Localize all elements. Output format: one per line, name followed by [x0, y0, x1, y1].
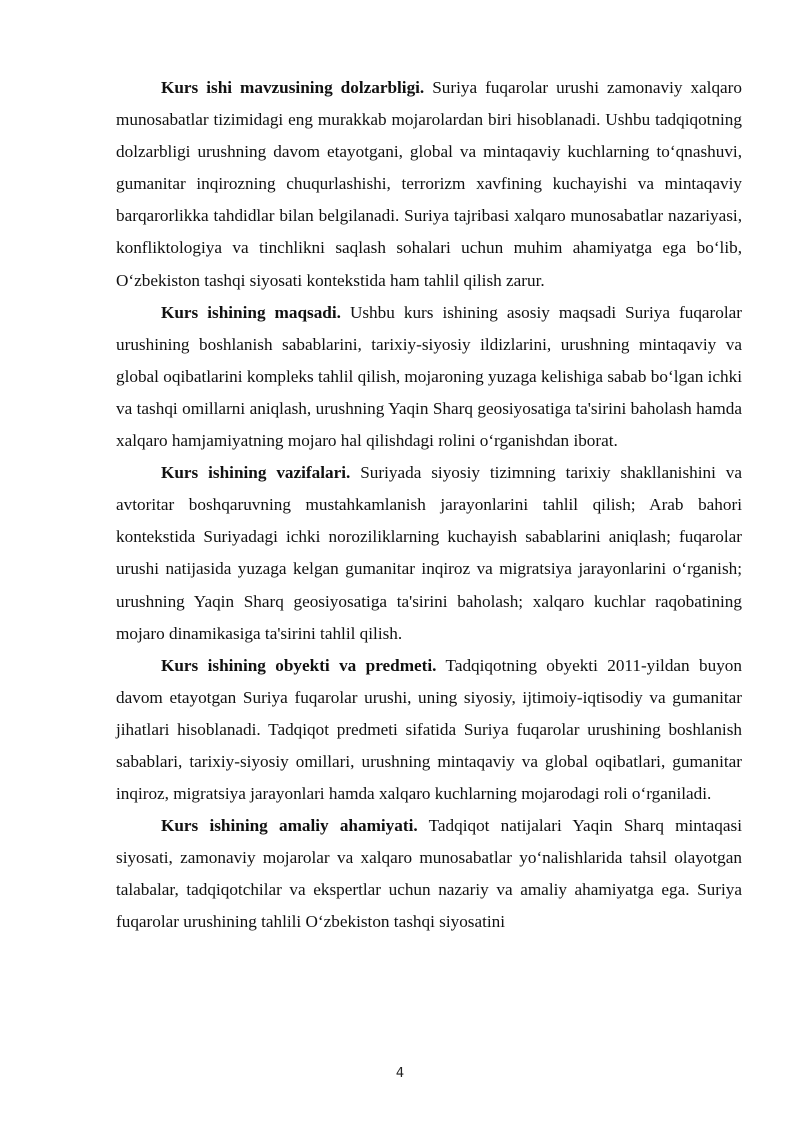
paragraph-heading: Kurs ishi mavzusining dolzarbligi. [161, 78, 425, 97]
paragraph-body: Suriyada siyosiy tizimning tarixiy shakllanishini va avtoritar boshqaruvning mustahkamlanish jarayonlarini tahlil qilish; Arab bahori kontekstida Suriyadagi ichki noroziliklarning kuchayish sabablarini aniqlash; fuqarolar urushi natijasida yuzaga kelgan gumanitar inqiroz va migratsiya jarayonlarini o‘rganish; urushning Yaqin Sharq geosiyosatiga ta'sirini baholash; xalqaro kuchlar raqobatining mojaro dinamikasiga ta'sirini tahlil qilish. [116, 463, 742, 643]
paragraph-object-subject [116, 650, 742, 810]
paragraph-body: Tadqiqot natijalari Yaqin Sharq mintaqasi siyosati, zamonaviy mojarolar va xalqaro munosabatlar yo‘nalishlarida tahsil olayotgan talabalar, tadqiqotchilar va ekspertlar uchun nazariy va amaliy ahamiyatga ega. Suriya fuqarolar urushining tahlili O‘zbekiston tashqi siyosatini [116, 816, 742, 932]
body-text [116, 72, 742, 939]
paragraph-practical-significance [116, 810, 742, 938]
paragraph-heading: Kurs ishining vazifalari. [161, 463, 351, 483]
paragraph-heading: Kurs ishining amaliy ahamiyati. [161, 816, 418, 836]
paragraph-body: Tadqiqotning obyekti 2011-yildan buyon davom etayotgan Suriya fuqarolar urushi, uning siyosiy, ijtimoiy-iqtisodiy va gumanitar jihatlari hisoblanadi. Tadqiqot predmeti sifatida Suriya fuqarolar urushining boshlanish sabablari, tarixiy-siyosiy omillari, urushning mintaqaviy va global oqibatlari, gumanitar inqiroz, migratsiya jarayonlari hamda xalqaro kuchlarning mojarodagi roli o‘rganiladi. [116, 655, 742, 804]
paragraph-body: Ushbu kurs ishining asosiy maqsadi Suriya fuqarolar urushining boshlanish sabablarini, tarixiy-siyosiy ildizlarini, urushning mintaqaviy va global oqibatlarini kompleks tahlil qilish, mojaroning yuzaga kelishiga sabab bo‘lgan ichki va tashqi omillarni aniqlash, urushning Yaqin Sharq geosiyosatiga ta'sirini baholash hamda xalqaro hamjamiyatning mojaro hal qilishdagi rolini o‘rganishdan iborat. [116, 302, 742, 451]
page-number: 4 [395, 1066, 405, 1081]
paragraph-goal [116, 297, 742, 457]
paragraph-heading: Kurs ishining maqsadi. [161, 302, 341, 322]
paragraph-heading: Kurs ishining obyekti va predmeti. [161, 655, 437, 675]
paragraph-body: Suriya fuqarolar urushi zamonaviy xalqaro munosabatlar tizimidagi eng murakkab mojarolardan biri hisoblanadi. Ushbu tadqiqotning dolzarbligi urushning davom etayotgani, global va mintaqaviy kuchlarning to‘qnashuvi, gumanitar inqirozning chuqurlashishi, terrorizm xavfining kuchayishi va mintaqaviy barqarorlikka tahdidlar bilan belgilanadi. Suriya tajribasi xalqaro munosabatlar nazariyasi, konfliktologiya va tinchlikni saqlash sohalari uchun muhim ahamiyatga ega bo‘lib, O‘zbekiston tashqi siyosati kontekstida ham tahlil qilish zarur. [116, 78, 742, 290]
paragraph-tasks [116, 457, 742, 650]
paragraph-relevance [116, 72, 742, 297]
